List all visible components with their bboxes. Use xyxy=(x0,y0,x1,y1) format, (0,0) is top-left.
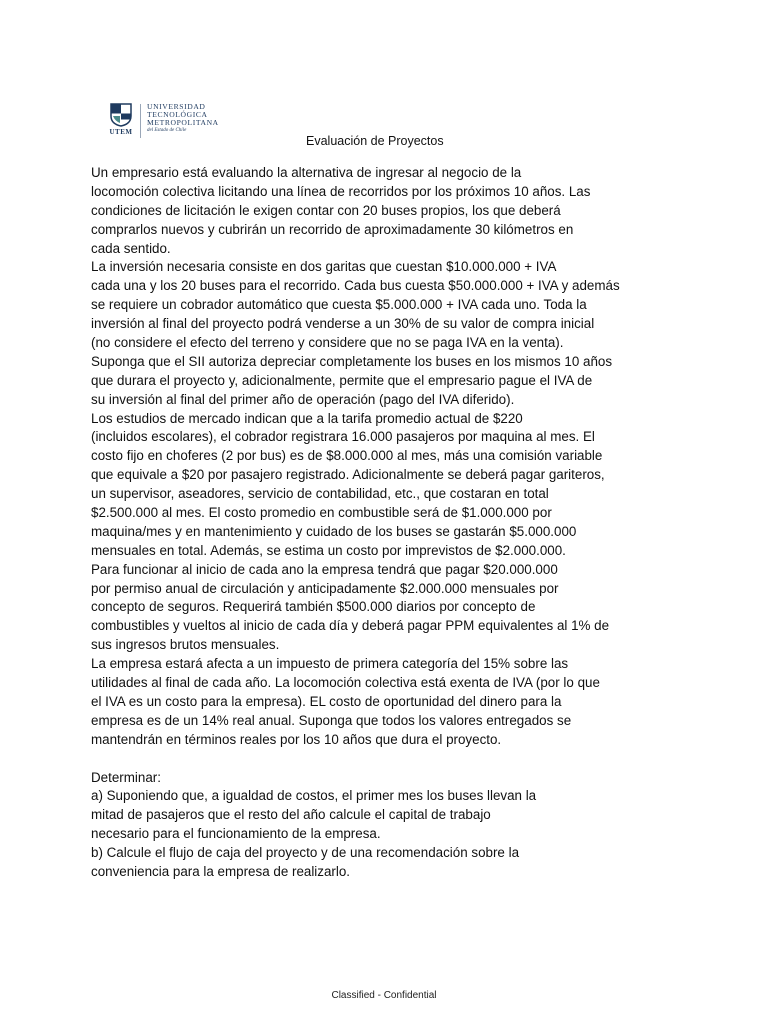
document-title: Evaluación de Proyectos xyxy=(306,134,444,148)
text-line: utilidades al final de cada año. La locomoción colectiva está exenta de IVA (por lo que xyxy=(91,675,600,691)
text-line: por permiso anual de circulación y anticipadamente $2.000.000 mensuales por xyxy=(91,580,559,596)
text-line: mitad de pasajeros que el resto del año calcule el capital de trabajo xyxy=(91,807,491,823)
text-line: necesario para el funcionamiento de la empresa. xyxy=(91,826,381,842)
text-line: sus ingresos brutos mensuales. xyxy=(91,637,280,653)
logo-subline: del Estado de Chile xyxy=(147,128,187,133)
text-line: La empresa estará afecta a un impuesto de primera categoría del 15% sobre las xyxy=(91,656,569,672)
logo-wordmark xyxy=(147,103,219,133)
text-line: mantendrán en términos reales por los 10 años que dura el proyecto. xyxy=(91,731,502,747)
text-line: un supervisor, aseadores, servicio de contabilidad, etc., que costaran en total xyxy=(91,486,549,502)
text-line: cada una y los 20 buses para el recorrido. Cada bus cuesta $50.000.000 + IVA y además xyxy=(91,278,620,294)
text-line: concepto de seguros. Requerirá también $500.000 diarios por concepto de xyxy=(91,599,536,615)
text-line: Determinar: xyxy=(91,769,161,785)
text-line: se requiere un cobrador automático que cuesta $5.000.000 + IVA cada uno. Toda la xyxy=(91,297,587,313)
text-line: Los estudios de mercado indican que a la tarifa promedio actual de $220 xyxy=(91,410,523,426)
logo-divider xyxy=(140,104,141,138)
text-line: empresa es de un 14% real anual. Suponga que todos los valores entregados se xyxy=(91,712,572,728)
text-line: maquina/mes y en mantenimiento y cuidado de los buses se gastarán $5.000.000 xyxy=(91,523,577,539)
text-line: mensuales en total. Además, se estima un costo por imprevistos de $2.000.000. xyxy=(91,542,566,558)
text-line: $2.500.000 al mes. El costo promedio en combustible será de $1.000.000 por xyxy=(91,505,552,521)
text-line: que equivale a $20 por pasajero registrado. Adicionalmente se deberá pagar gariteros, xyxy=(91,467,605,483)
document-body xyxy=(91,164,631,882)
text-line: comprarlos nuevos y cubrirán un recorrido de aproximadamente 30 kilómetros en xyxy=(91,221,574,237)
shield-icon xyxy=(108,103,134,139)
text-line: el IVA es un costo para la empresa). EL costo de oportunidad del dinero para la xyxy=(91,693,562,709)
footer-classification: Classified - Confidential xyxy=(331,990,437,1001)
logo-line: UNIVERSIDAD xyxy=(147,102,206,111)
text-line: que durara el proyecto y, adicionalmente, permite que el empresario pague el IVA de xyxy=(91,372,593,388)
text-line: inversión al final del proyecto podrá venderse a un 30% de su valor de compra inicial xyxy=(91,316,595,332)
text-line: b) Calcule el flujo de caja del proyecto y de una recomendación sobre la xyxy=(91,845,520,861)
text-line: costo fijo en choferes (2 por bus) es de $8.000.000 al mes, más una comisión variable xyxy=(91,448,603,464)
university-logo xyxy=(108,103,219,139)
text-line: Para funcionar al inicio de cada ano la empresa tendrá que pagar $20.000.000 xyxy=(91,561,558,577)
text-line: (incluidos escolares), el cobrador registrara 16.000 pasajeros por maquina al mes. El xyxy=(91,429,595,445)
text-line: su inversión al final del primer año de operación (pago del IVA diferido). xyxy=(91,391,515,407)
text-line: combustibles y vueltos al inicio de cada día y deberá pagar PPM equivalentes al 1% de xyxy=(91,618,610,634)
logo-line: TECNOLÓGICA xyxy=(147,110,208,119)
text-line: a) Suponiendo que, a igualdad de costos, el primer mes los buses llevan la xyxy=(91,788,537,804)
text-line: cada sentido. xyxy=(91,240,171,256)
logo-abbr: UTEM xyxy=(109,128,133,136)
text-line xyxy=(91,750,631,769)
text-line: Suponga que el SII autoriza depreciar completamente los buses en los mismos 10 años xyxy=(91,353,613,369)
text-line: (no considere el efecto del terreno y considere que no se paga IVA en la venta). xyxy=(91,335,564,351)
text-line: condiciones de licitación le exigen contar con 20 buses propios, los que deberá xyxy=(91,202,561,218)
logo-line: METROPOLITANA xyxy=(147,118,219,127)
text-line: La inversión necesaria consiste en dos garitas que cuestan $10.000.000 + IVA xyxy=(91,259,557,275)
text-line: locomoción colectiva licitando una línea de recorridos por los próximos 10 años. Las xyxy=(91,183,591,199)
text-line: conveniencia para la empresa de realizarlo. xyxy=(91,863,351,879)
text-line: Un empresario está evaluando la alternativa de ingresar al negocio de la xyxy=(91,165,522,180)
